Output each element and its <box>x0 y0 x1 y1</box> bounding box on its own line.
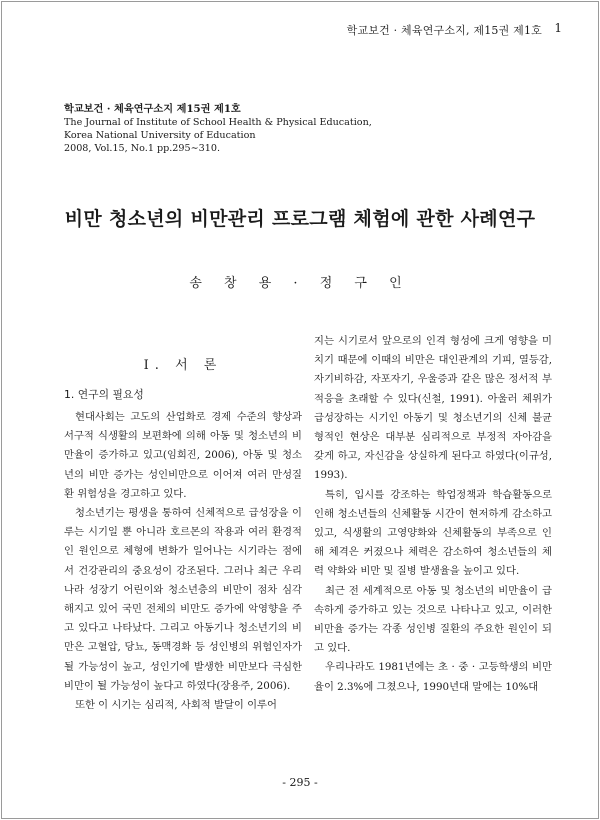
paragraph: 지는 시기로서 앞으로의 인격 형성에 크게 영향을 미치기 때문에 이때의 비만은 대인관계의 기피, 열등감, 자기비하감, 자포자기, 우울증과 같은 많은 정서적 부적응을 초래할 수 있다(신철, 1991). 아울러 체위가 급성장하는 시기인 아동기 및 청소년기의 신체 불균형적인 현상은 대부분 심리적으로 부정적 자아감을 갖게 하고, 자신감을 상실하게 된다고 하였다(이규성, 1993). <box>314 335 552 482</box>
paragraph: 청소년기는 평생을 통하여 신체적으로 급성장을 이루는 시기일 뿐 아니라 호르몬의 작용과 여러 환경적인 원인으로 체형에 변화가 일어나는 시기라는 점에서 건강관리의 중요성이 강조된다. 그러나 최근 우리나라 성장기 어린이와 청소년층의 비만이 점차 심각해지고 있어 국민 전체의 비만도 증가에 악영향을 주고 있다고 나타났다. 그리고 아동기나 청소년기의 비만은 고혈압, 당뇨, 동맥경화 등 성인병의 위험인자가 될 가능성이 높고, 성인기에 발생한 비만보다 극심한 비만이 될 가능성이 높다고 하였다(장용주, 2006). <box>64 507 302 692</box>
left-column <box>64 358 302 715</box>
journal-info <box>64 103 464 155</box>
paragraph: 최근 전 세계적으로 아동 및 청소년의 비만율이 급속하게 증가하고 있는 것으로 나타나고 있고, 이러한 비만율 증가는 각종 성인병 질환의 주요한 원인이 되고 있다. <box>314 584 552 655</box>
paper-authors: 송 창 용 · 정 구 인 <box>189 276 411 291</box>
paper-title: 비만 청소년의 비만관리 프로그램 체험에 관한 사례연구 <box>64 208 536 230</box>
right-column <box>314 332 552 697</box>
subsection-heading: 1. 연구의 필요성 <box>64 388 144 401</box>
journal-institution: Korea National University of Education <box>64 130 256 141</box>
journal-name-korean: 학교보건 · 체육연구소지 제15권 제1호 <box>64 103 241 115</box>
journal-name-english: The Journal of Institute of School Health & Physical Education, <box>64 117 372 128</box>
page-number-top: 1 <box>554 21 562 35</box>
paragraph: 우리나라도 1981년에는 초 · 중 · 고등학생의 비만율이 2.3%에 그쳤으나, 1990년대 말에는 10%대 <box>314 661 552 693</box>
paragraph: 특히, 입시를 강조하는 학업정책과 학습활동으로 인해 청소년들의 신체활동 시간이 현저하게 감소하고 있고, 식생활의 고영양화와 신체활동의 부족으로 인해 체격은 커졌으나 체력은 감소하여 청소년들의 체력 약화와 비만 및 질병 발생율을 높이고 있다. <box>314 488 552 578</box>
journal-citation: 2008, Vol.15, No.1 pp.295∼310. <box>64 143 221 154</box>
section-heading-introduction: Ⅰ. 서 론 <box>143 358 223 373</box>
paragraph: 또한 이 시기는 심리적, 사회적 발달이 이루어 <box>75 699 277 712</box>
page-number-bottom: - 295 - <box>282 776 318 789</box>
running-head: 학교보건 · 체육연구소지, 제15권 제1호 <box>346 24 542 37</box>
paragraph: 현대사회는 고도의 산업화로 경제 수준의 향상과 서구적 식생활의 보편화에 의해 아동 및 청소년의 비만율이 증가하고 있고(임희진, 2006), 아동 및 청소년의 비만 증가는 성인비만으로 이어져 여러 만성질환 위험성을 경고하고 있다. <box>64 411 302 500</box>
